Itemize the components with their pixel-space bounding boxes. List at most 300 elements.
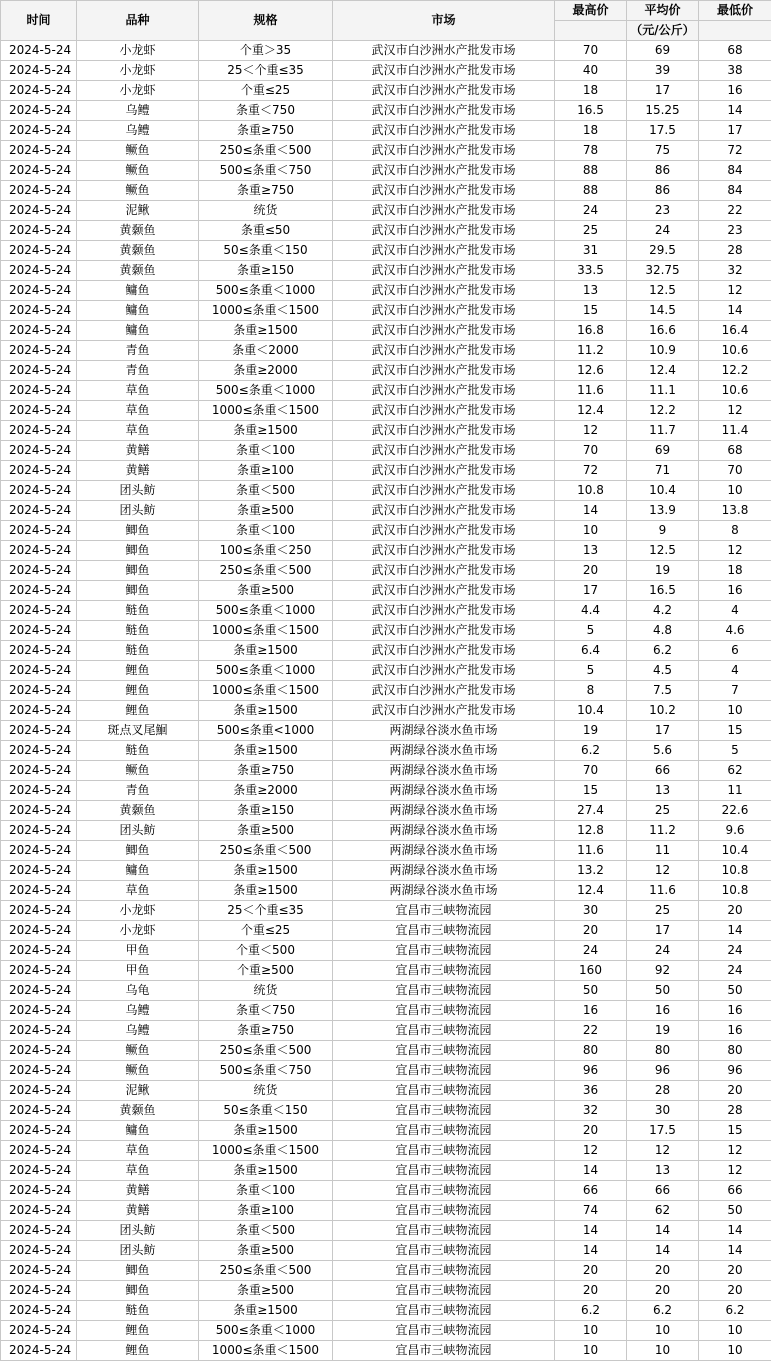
cell-avg-price: 23 <box>627 201 699 221</box>
cell-avg-price: 7.5 <box>627 681 699 701</box>
cell-market: 宜昌市三峡物流园 <box>333 901 555 921</box>
table-row <box>1 801 771 821</box>
cell-max-price: 10 <box>555 1341 627 1361</box>
cell-time: 2024-5-24 <box>1 281 77 301</box>
cell-variety: 甲鱼 <box>77 941 199 961</box>
table-row <box>1 101 771 121</box>
cell-max-price: 19 <box>555 721 627 741</box>
cell-variety: 团头鲂 <box>77 481 199 501</box>
cell-spec: 条重≤50 <box>199 221 333 241</box>
cell-spec: 100≤条重＜250 <box>199 541 333 561</box>
cell-min-price: 16.4 <box>699 321 771 341</box>
cell-variety: 鳜鱼 <box>77 1061 199 1081</box>
table-row <box>1 361 771 381</box>
cell-variety: 黄鳝 <box>77 1201 199 1221</box>
cell-market: 武汉市白沙洲水产批发市场 <box>333 561 555 581</box>
cell-avg-price: 15.25 <box>627 101 699 121</box>
table-row <box>1 881 771 901</box>
cell-max-price: 5 <box>555 661 627 681</box>
cell-variety: 鲢鱼 <box>77 641 199 661</box>
cell-min-price: 12 <box>699 1141 771 1161</box>
cell-spec: 条重≥750 <box>199 181 333 201</box>
cell-max-price: 12 <box>555 421 627 441</box>
cell-avg-price: 12 <box>627 861 699 881</box>
cell-market: 武汉市白沙洲水产批发市场 <box>333 221 555 241</box>
cell-spec: 1000≤条重＜1500 <box>199 681 333 701</box>
cell-variety: 鳙鱼 <box>77 301 199 321</box>
cell-min-price: 28 <box>699 241 771 261</box>
cell-max-price: 13 <box>555 281 627 301</box>
cell-time: 2024-5-24 <box>1 1021 77 1041</box>
header-unit: （元/公斤） <box>627 21 699 41</box>
cell-market: 武汉市白沙洲水产批发市场 <box>333 241 555 261</box>
cell-market: 武汉市白沙洲水产批发市场 <box>333 381 555 401</box>
cell-avg-price: 10.4 <box>627 481 699 501</box>
cell-time: 2024-5-24 <box>1 1221 77 1241</box>
cell-spec: 500≤条重＜1000 <box>199 281 333 301</box>
cell-variety: 甲鱼 <box>77 961 199 981</box>
cell-avg-price: 69 <box>627 441 699 461</box>
cell-avg-price: 24 <box>627 941 699 961</box>
table-row <box>1 961 771 981</box>
cell-market: 武汉市白沙洲水产批发市场 <box>333 701 555 721</box>
table-row <box>1 1321 771 1341</box>
cell-variety: 鳜鱼 <box>77 161 199 181</box>
cell-variety: 鳙鱼 <box>77 1121 199 1141</box>
cell-avg-price: 17.5 <box>627 121 699 141</box>
cell-max-price: 160 <box>555 961 627 981</box>
cell-time: 2024-5-24 <box>1 961 77 981</box>
cell-market: 武汉市白沙洲水产批发市场 <box>333 41 555 61</box>
cell-market: 武汉市白沙洲水产批发市场 <box>333 501 555 521</box>
cell-spec: 1000≤条重＜1500 <box>199 621 333 641</box>
cell-avg-price: 80 <box>627 1041 699 1061</box>
cell-market: 宜昌市三峡物流园 <box>333 1001 555 1021</box>
cell-time: 2024-5-24 <box>1 601 77 621</box>
table-row <box>1 581 771 601</box>
cell-avg-price: 16.6 <box>627 321 699 341</box>
cell-market: 两湖绿谷淡水鱼市场 <box>333 861 555 881</box>
cell-avg-price: 29.5 <box>627 241 699 261</box>
cell-min-price: 14 <box>699 301 771 321</box>
cell-variety: 小龙虾 <box>77 901 199 921</box>
cell-spec: 统货 <box>199 981 333 1001</box>
cell-min-price: 70 <box>699 461 771 481</box>
cell-avg-price: 11.7 <box>627 421 699 441</box>
cell-market: 武汉市白沙洲水产批发市场 <box>333 341 555 361</box>
cell-avg-price: 62 <box>627 1201 699 1221</box>
cell-market: 武汉市白沙洲水产批发市场 <box>333 401 555 421</box>
cell-variety: 鲢鱼 <box>77 621 199 641</box>
cell-avg-price: 12.5 <box>627 541 699 561</box>
cell-time: 2024-5-24 <box>1 341 77 361</box>
cell-market: 两湖绿谷淡水鱼市场 <box>333 741 555 761</box>
cell-market: 两湖绿谷淡水鱼市场 <box>333 881 555 901</box>
cell-spec: 500≤条重＜750 <box>199 1061 333 1081</box>
cell-min-price: 14 <box>699 921 771 941</box>
cell-variety: 黄颡鱼 <box>77 801 199 821</box>
cell-spec: 条重≥750 <box>199 1021 333 1041</box>
cell-max-price: 4.4 <box>555 601 627 621</box>
table-row <box>1 1001 771 1021</box>
cell-spec: 条重≥1500 <box>199 1121 333 1141</box>
cell-max-price: 70 <box>555 761 627 781</box>
cell-avg-price: 10 <box>627 1321 699 1341</box>
table-row <box>1 261 771 281</box>
cell-market: 宜昌市三峡物流园 <box>333 1301 555 1321</box>
table-row <box>1 901 771 921</box>
cell-max-price: 17 <box>555 581 627 601</box>
cell-max-price: 12.4 <box>555 401 627 421</box>
cell-variety: 乌鳢 <box>77 121 199 141</box>
cell-avg-price: 25 <box>627 801 699 821</box>
header-variety: 品种 <box>77 1 199 41</box>
cell-avg-price: 4.5 <box>627 661 699 681</box>
cell-max-price: 72 <box>555 461 627 481</box>
cell-avg-price: 14 <box>627 1221 699 1241</box>
cell-time: 2024-5-24 <box>1 661 77 681</box>
cell-spec: 条重≥500 <box>199 581 333 601</box>
cell-max-price: 18 <box>555 121 627 141</box>
table-row <box>1 481 771 501</box>
cell-time: 2024-5-24 <box>1 1061 77 1081</box>
cell-max-price: 10 <box>555 521 627 541</box>
table-row <box>1 841 771 861</box>
cell-min-price: 23 <box>699 221 771 241</box>
cell-spec: 个重＞35 <box>199 41 333 61</box>
cell-max-price: 31 <box>555 241 627 261</box>
cell-avg-price: 20 <box>627 1281 699 1301</box>
cell-variety: 鲫鱼 <box>77 841 199 861</box>
cell-spec: 个重＜500 <box>199 941 333 961</box>
cell-time: 2024-5-24 <box>1 1201 77 1221</box>
table-row <box>1 741 771 761</box>
cell-avg-price: 39 <box>627 61 699 81</box>
cell-avg-price: 13.9 <box>627 501 699 521</box>
cell-time: 2024-5-24 <box>1 781 77 801</box>
cell-avg-price: 17.5 <box>627 1121 699 1141</box>
cell-time: 2024-5-24 <box>1 441 77 461</box>
cell-avg-price: 20 <box>627 1261 699 1281</box>
header-max-blank <box>555 21 627 41</box>
cell-time: 2024-5-24 <box>1 1321 77 1341</box>
cell-spec: 个重≤25 <box>199 81 333 101</box>
cell-time: 2024-5-24 <box>1 721 77 741</box>
cell-max-price: 6.2 <box>555 1301 627 1321</box>
cell-min-price: 17 <box>699 121 771 141</box>
cell-spec: 条重≥500 <box>199 1241 333 1261</box>
cell-spec: 500≤条重＜1000 <box>199 1321 333 1341</box>
cell-spec: 1000≤条重＜1500 <box>199 1341 333 1361</box>
cell-market: 武汉市白沙洲水产批发市场 <box>333 581 555 601</box>
cell-max-price: 8 <box>555 681 627 701</box>
cell-time: 2024-5-24 <box>1 461 77 481</box>
cell-market: 武汉市白沙洲水产批发市场 <box>333 181 555 201</box>
cell-variety: 鲤鱼 <box>77 701 199 721</box>
cell-variety: 草鱼 <box>77 401 199 421</box>
cell-max-price: 15 <box>555 301 627 321</box>
cell-variety: 草鱼 <box>77 381 199 401</box>
table-row <box>1 861 771 881</box>
cell-avg-price: 86 <box>627 161 699 181</box>
cell-spec: 条重≥1500 <box>199 701 333 721</box>
cell-min-price: 38 <box>699 61 771 81</box>
cell-min-price: 84 <box>699 181 771 201</box>
cell-spec: 条重≥1500 <box>199 1161 333 1181</box>
cell-max-price: 16 <box>555 1001 627 1021</box>
cell-min-price: 12 <box>699 541 771 561</box>
cell-time: 2024-5-24 <box>1 401 77 421</box>
cell-time: 2024-5-24 <box>1 261 77 281</box>
table-row <box>1 41 771 61</box>
cell-spec: 条重≥1500 <box>199 421 333 441</box>
cell-variety: 鳜鱼 <box>77 761 199 781</box>
cell-variety: 草鱼 <box>77 1141 199 1161</box>
cell-avg-price: 11.2 <box>627 821 699 841</box>
cell-min-price: 10 <box>699 1341 771 1361</box>
cell-min-price: 20 <box>699 901 771 921</box>
cell-market: 武汉市白沙洲水产批发市场 <box>333 101 555 121</box>
cell-max-price: 20 <box>555 561 627 581</box>
cell-variety: 乌鳢 <box>77 101 199 121</box>
cell-min-price: 11.4 <box>699 421 771 441</box>
cell-time: 2024-5-24 <box>1 681 77 701</box>
table-body <box>1 41 771 1361</box>
cell-time: 2024-5-24 <box>1 621 77 641</box>
cell-min-price: 12 <box>699 401 771 421</box>
table-row <box>1 521 771 541</box>
cell-avg-price: 69 <box>627 41 699 61</box>
cell-market: 武汉市白沙洲水产批发市场 <box>333 301 555 321</box>
cell-spec: 250≤条重＜500 <box>199 1261 333 1281</box>
cell-spec: 条重≥500 <box>199 821 333 841</box>
cell-variety: 小龙虾 <box>77 61 199 81</box>
cell-min-price: 13.8 <box>699 501 771 521</box>
cell-avg-price: 6.2 <box>627 641 699 661</box>
table-row <box>1 821 771 841</box>
cell-time: 2024-5-24 <box>1 1101 77 1121</box>
cell-min-price: 80 <box>699 1041 771 1061</box>
table-row <box>1 381 771 401</box>
cell-avg-price: 17 <box>627 921 699 941</box>
cell-variety: 鲤鱼 <box>77 681 199 701</box>
cell-spec: 条重≥150 <box>199 801 333 821</box>
cell-avg-price: 16.5 <box>627 581 699 601</box>
cell-avg-price: 14.5 <box>627 301 699 321</box>
cell-max-price: 40 <box>555 61 627 81</box>
cell-variety: 黄鳝 <box>77 441 199 461</box>
cell-variety: 黄颡鱼 <box>77 221 199 241</box>
table-row <box>1 761 771 781</box>
cell-min-price: 24 <box>699 961 771 981</box>
cell-max-price: 14 <box>555 1161 627 1181</box>
cell-time: 2024-5-24 <box>1 1121 77 1141</box>
cell-avg-price: 5.6 <box>627 741 699 761</box>
table-row <box>1 921 771 941</box>
table-row <box>1 1041 771 1061</box>
cell-min-price: 10.4 <box>699 841 771 861</box>
cell-avg-price: 12.4 <box>627 361 699 381</box>
cell-max-price: 16.5 <box>555 101 627 121</box>
cell-time: 2024-5-24 <box>1 161 77 181</box>
cell-avg-price: 10.9 <box>627 341 699 361</box>
cell-min-price: 10 <box>699 701 771 721</box>
cell-variety: 鳜鱼 <box>77 181 199 201</box>
cell-market: 武汉市白沙洲水产批发市场 <box>333 461 555 481</box>
cell-variety: 鲫鱼 <box>77 561 199 581</box>
cell-avg-price: 50 <box>627 981 699 1001</box>
cell-max-price: 12 <box>555 1141 627 1161</box>
cell-min-price: 50 <box>699 1201 771 1221</box>
cell-market: 两湖绿谷淡水鱼市场 <box>333 761 555 781</box>
cell-max-price: 70 <box>555 441 627 461</box>
header-time: 时间 <box>1 1 77 41</box>
cell-variety: 鳙鱼 <box>77 321 199 341</box>
cell-max-price: 6.4 <box>555 641 627 661</box>
table-row <box>1 1261 771 1281</box>
cell-max-price: 32 <box>555 1101 627 1121</box>
cell-spec: 500≤条重＜1000 <box>199 601 333 621</box>
cell-max-price: 10.4 <box>555 701 627 721</box>
table-row <box>1 1281 771 1301</box>
cell-time: 2024-5-24 <box>1 381 77 401</box>
table-row <box>1 1121 771 1141</box>
cell-avg-price: 66 <box>627 761 699 781</box>
cell-avg-price: 19 <box>627 561 699 581</box>
cell-market: 两湖绿谷淡水鱼市场 <box>333 781 555 801</box>
cell-max-price: 16.8 <box>555 321 627 341</box>
cell-spec: 条重≥1500 <box>199 321 333 341</box>
cell-variety: 草鱼 <box>77 1161 199 1181</box>
cell-variety: 小龙虾 <box>77 81 199 101</box>
cell-variety: 草鱼 <box>77 881 199 901</box>
cell-time: 2024-5-24 <box>1 61 77 81</box>
cell-time: 2024-5-24 <box>1 1041 77 1061</box>
cell-market: 武汉市白沙洲水产批发市场 <box>333 361 555 381</box>
cell-time: 2024-5-24 <box>1 761 77 781</box>
table-row <box>1 1201 771 1221</box>
cell-avg-price: 30 <box>627 1101 699 1121</box>
table-row <box>1 121 771 141</box>
cell-market: 宜昌市三峡物流园 <box>333 1181 555 1201</box>
cell-market: 宜昌市三峡物流园 <box>333 1321 555 1341</box>
cell-min-price: 66 <box>699 1181 771 1201</box>
cell-min-price: 7 <box>699 681 771 701</box>
cell-max-price: 15 <box>555 781 627 801</box>
cell-max-price: 11.2 <box>555 341 627 361</box>
cell-max-price: 88 <box>555 161 627 181</box>
cell-spec: 50≤条重＜150 <box>199 241 333 261</box>
cell-market: 宜昌市三峡物流园 <box>333 1281 555 1301</box>
cell-time: 2024-5-24 <box>1 221 77 241</box>
cell-market: 宜昌市三峡物流园 <box>333 1141 555 1161</box>
cell-time: 2024-5-24 <box>1 1281 77 1301</box>
cell-avg-price: 71 <box>627 461 699 481</box>
table-row <box>1 721 771 741</box>
table-row <box>1 1181 771 1201</box>
table-row <box>1 661 771 681</box>
cell-min-price: 84 <box>699 161 771 181</box>
cell-min-price: 5 <box>699 741 771 761</box>
cell-variety: 鲤鱼 <box>77 661 199 681</box>
cell-spec: 250≤条重＜500 <box>199 1041 333 1061</box>
cell-avg-price: 6.2 <box>627 1301 699 1321</box>
cell-spec: 条重＜100 <box>199 1181 333 1201</box>
cell-variety: 乌龟 <box>77 981 199 1001</box>
cell-max-price: 74 <box>555 1201 627 1221</box>
cell-variety: 泥鳅 <box>77 1081 199 1101</box>
table-row <box>1 301 771 321</box>
cell-avg-price: 66 <box>627 1181 699 1201</box>
cell-spec: 条重≥2000 <box>199 361 333 381</box>
cell-min-price: 10.6 <box>699 381 771 401</box>
cell-max-price: 30 <box>555 901 627 921</box>
cell-variety: 斑点叉尾鮰 <box>77 721 199 741</box>
cell-min-price: 16 <box>699 1021 771 1041</box>
cell-market: 宜昌市三峡物流园 <box>333 1101 555 1121</box>
table-row <box>1 1301 771 1321</box>
table-row <box>1 201 771 221</box>
table-row <box>1 941 771 961</box>
cell-market: 武汉市白沙洲水产批发市场 <box>333 281 555 301</box>
cell-spec: 个重≥500 <box>199 961 333 981</box>
cell-spec: 条重≥1500 <box>199 1301 333 1321</box>
cell-avg-price: 12.5 <box>627 281 699 301</box>
cell-avg-price: 19 <box>627 1021 699 1041</box>
cell-market: 武汉市白沙洲水产批发市场 <box>333 661 555 681</box>
cell-variety: 黄颡鱼 <box>77 241 199 261</box>
cell-spec: 条重≥1500 <box>199 861 333 881</box>
table-row <box>1 1101 771 1121</box>
table-row <box>1 621 771 641</box>
table-row <box>1 981 771 1001</box>
cell-avg-price: 24 <box>627 221 699 241</box>
header-avg-price: 平均价 <box>627 1 699 21</box>
cell-time: 2024-5-24 <box>1 241 77 261</box>
cell-variety: 黄颡鱼 <box>77 1101 199 1121</box>
cell-time: 2024-5-24 <box>1 1181 77 1201</box>
cell-avg-price: 16 <box>627 1001 699 1021</box>
cell-max-price: 10.8 <box>555 481 627 501</box>
cell-max-price: 14 <box>555 1241 627 1261</box>
table-header <box>1 1 771 41</box>
cell-market: 武汉市白沙洲水产批发市场 <box>333 541 555 561</box>
header-min-blank <box>699 21 771 41</box>
cell-variety: 鲢鱼 <box>77 1301 199 1321</box>
cell-market: 宜昌市三峡物流园 <box>333 1161 555 1181</box>
cell-market: 武汉市白沙洲水产批发市场 <box>333 601 555 621</box>
cell-spec: 条重＜100 <box>199 441 333 461</box>
cell-market: 宜昌市三峡物流园 <box>333 1021 555 1041</box>
cell-avg-price: 96 <box>627 1061 699 1081</box>
table-row <box>1 641 771 661</box>
cell-min-price: 10.8 <box>699 881 771 901</box>
cell-market: 武汉市白沙洲水产批发市场 <box>333 621 555 641</box>
cell-spec: 250≤条重＜500 <box>199 561 333 581</box>
cell-min-price: 11 <box>699 781 771 801</box>
cell-time: 2024-5-24 <box>1 881 77 901</box>
cell-min-price: 8 <box>699 521 771 541</box>
cell-time: 2024-5-24 <box>1 1081 77 1101</box>
cell-max-price: 20 <box>555 1261 627 1281</box>
cell-time: 2024-5-24 <box>1 321 77 341</box>
cell-max-price: 12.6 <box>555 361 627 381</box>
cell-spec: 统货 <box>199 201 333 221</box>
cell-min-price: 68 <box>699 41 771 61</box>
cell-market: 武汉市白沙洲水产批发市场 <box>333 261 555 281</box>
cell-spec: 25＜个重≤35 <box>199 901 333 921</box>
cell-market: 宜昌市三峡物流园 <box>333 1221 555 1241</box>
